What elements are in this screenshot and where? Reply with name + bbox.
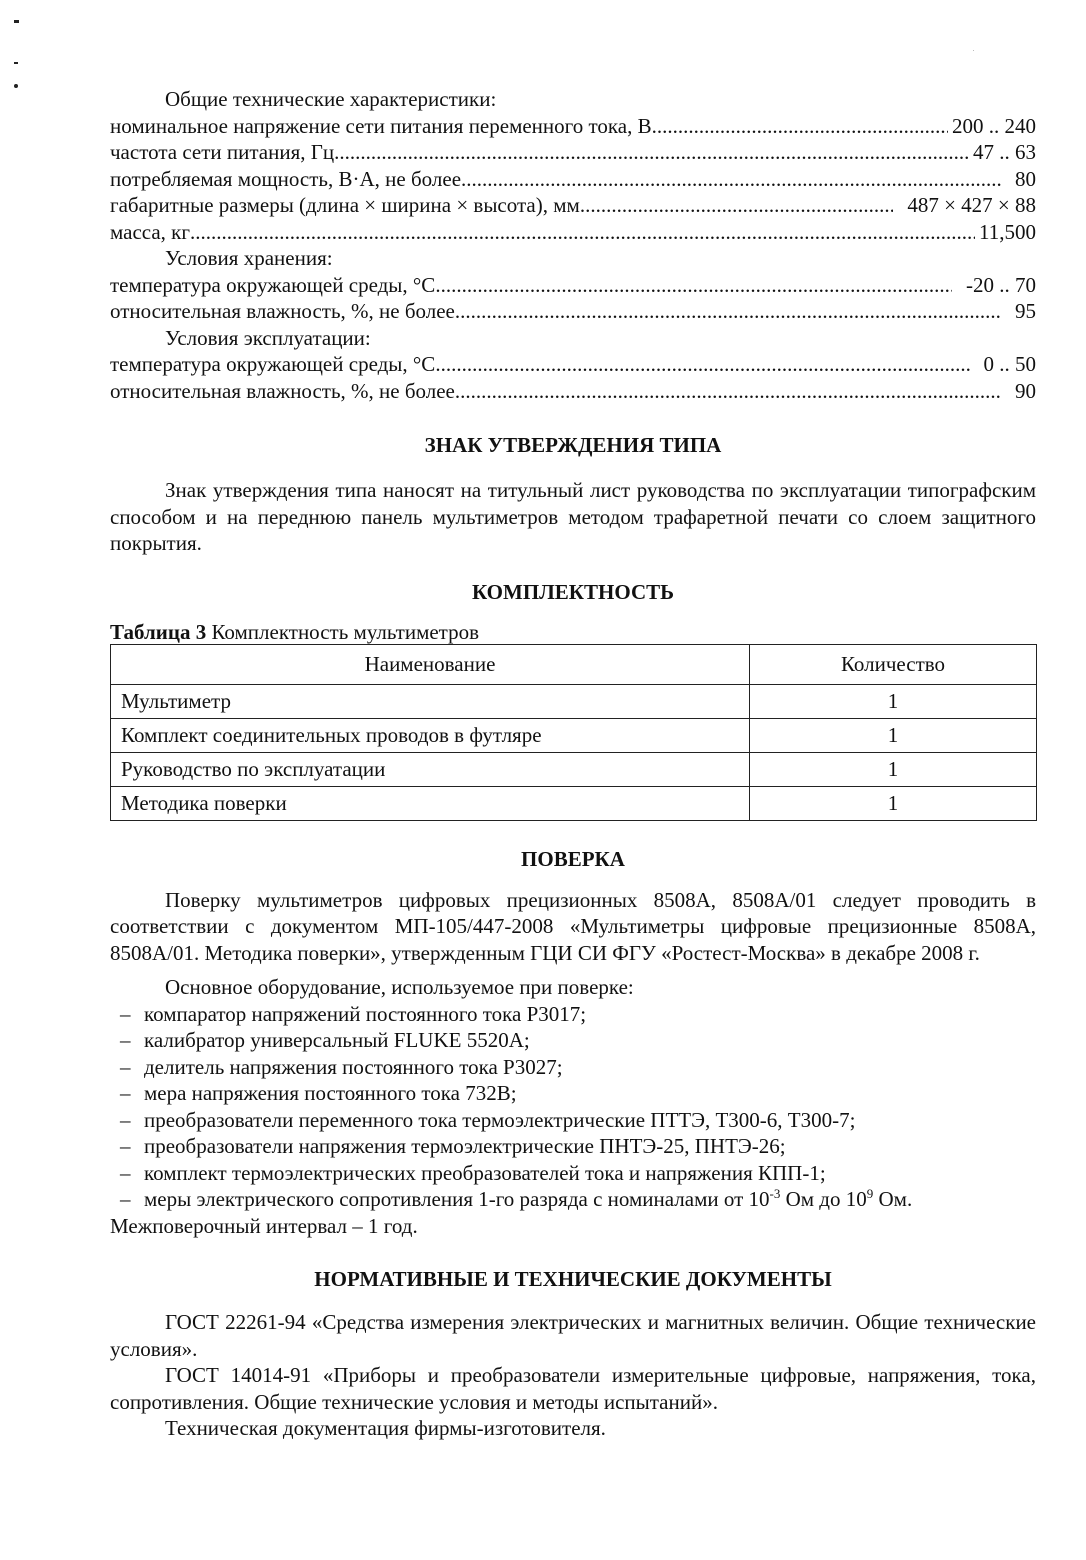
list-item: – комплект термоэлектрических преобразователей тока и напряжения КПП-1; bbox=[120, 1160, 826, 1185]
spec-row: потребляемая мощность, В·А, не более ..... 80 bbox=[110, 166, 1036, 193]
type-mark-text: Знак утверждения типа наносят на титульный лист руководства по эксплуатации типографским способом и на переднюю панель мультиметров методом трафаретной печати со слоем защитного покрытия. bbox=[110, 478, 1036, 555]
spec-row: номинальное напряжение сети питания переменного тока, В ..... 200 .. 240 bbox=[110, 113, 1036, 140]
column-header-name: Наименование bbox=[111, 644, 750, 684]
list-item: – калибратор универсальный FLUKE 5520A; bbox=[120, 1028, 530, 1052]
doc-item: ГОСТ 22261-94 «Средства измерения электрических и магнитных величин. Общие технические условия». bbox=[110, 1310, 1036, 1361]
docs-heading: НОРМАТИВНЫЕ И ТЕХНИЧЕСКИЕ ДОКУМЕНТЫ bbox=[314, 1267, 832, 1291]
list-item: – преобразователи переменного тока термоэлектрические ПТТЭ, Т300-6, Т300-7; bbox=[120, 1107, 856, 1132]
spec-row: габаритные размеры (длина × ширина × высота), мм ..... 487 × 427 × 88 bbox=[110, 192, 1036, 219]
table-row bbox=[111, 684, 1037, 718]
document-page bbox=[110, 86, 1036, 1442]
table-row bbox=[111, 718, 1037, 752]
general-specs-list bbox=[110, 113, 1036, 246]
list-item: – меры электрического сопротивления 1-го разряда с номиналами от $10^{-3}$ Ом до $10^9$ Ом. bbox=[120, 1186, 913, 1211]
column-header-quantity: Количество bbox=[750, 644, 1037, 684]
spec-row: относительная влажность, %, не более ..... 90 bbox=[110, 378, 1036, 405]
type-mark-heading: ЗНАК УТВЕРЖДЕНИЯ ТИПА bbox=[424, 433, 722, 457]
storage-heading: Условия хранения: bbox=[165, 246, 333, 270]
spec-row: масса, кг ..... 11,500 bbox=[110, 219, 1036, 246]
row-name: Комплект соединительных проводов в футляре bbox=[111, 718, 750, 752]
scan-mark-middle bbox=[14, 62, 18, 64]
verification-interval: Межповерочный интервал – 1 год. bbox=[110, 1213, 418, 1238]
completeness-heading: КОМПЛЕКТНОСТЬ bbox=[471, 579, 675, 604]
doc-item: ГОСТ 14014-91 «Приборы и преобразователи измерительные цифровые, напряжения, тока, сопротивления. Общие технические условия и методы испытаний». bbox=[110, 1363, 1036, 1414]
list-item: – компаратор напряжений постоянного тока Р3017; bbox=[120, 1001, 587, 1026]
scan-dot bbox=[973, 50, 974, 51]
spec-row: частота сети питания, Гц ..... 47 .. 63 bbox=[110, 139, 1036, 166]
list-item: – преобразователи напряжения термоэлектрические ПНТЭ-25, ПНТЭ-26; bbox=[120, 1134, 786, 1158]
doc-item: Техническая документация фирмы-изготовителя. bbox=[165, 1416, 606, 1440]
row-name: Мультиметр bbox=[111, 684, 750, 718]
spec-row: относительная влажность, %, не более ..... 95 bbox=[110, 298, 1036, 325]
completeness-table bbox=[110, 644, 1037, 821]
table-caption: Таблица 3 Комплектность мультиметров bbox=[110, 619, 480, 644]
row-quantity: 1 bbox=[750, 752, 1037, 786]
table-row bbox=[111, 786, 1037, 820]
row-name: Методика поверки bbox=[111, 786, 750, 820]
spec-row: температура окружающей среды, °С ..... -20 .. 70 bbox=[110, 272, 1036, 299]
verification-text: Поверку мультиметров цифровых прецизионных 8508A, 8508A/01 следует проводить в соответствии с документом МП-105/447-2008 «Мультиметры цифровые прецизионные 8508A, 8508A/01. Методика поверки», утвержденным ГЦИ СИ ФГУ «Ростест-Москва» в декабре 2008 г. bbox=[110, 887, 1036, 965]
equipment-list bbox=[110, 1001, 1036, 1213]
operation-specs-list bbox=[110, 351, 1036, 404]
row-name: Руководство по эксплуатации bbox=[111, 752, 750, 786]
row-quantity: 1 bbox=[750, 718, 1037, 752]
spec-row: температура окружающей среды, °С ..... 0 .. 50 bbox=[110, 351, 1036, 378]
general-specs-heading: Общие технические характеристики: bbox=[165, 87, 497, 111]
list-item: – мера напряжения постоянного тока 732В; bbox=[120, 1081, 517, 1105]
operation-heading: Условия эксплуатации: bbox=[165, 325, 371, 350]
scan-mark-top bbox=[14, 20, 19, 23]
row-quantity: 1 bbox=[750, 786, 1037, 820]
scan-mark-bottom bbox=[14, 84, 18, 88]
equipment-heading: Основное оборудование, используемое при поверке: bbox=[165, 975, 634, 999]
row-quantity: 1 bbox=[750, 684, 1037, 718]
table-row bbox=[111, 752, 1037, 786]
storage-specs-list bbox=[110, 272, 1036, 325]
table-header-row bbox=[111, 644, 1037, 684]
verification-heading: ПОВЕРКА bbox=[521, 846, 625, 871]
list-item: – делитель напряжения постоянного тока Р3027; bbox=[120, 1054, 563, 1079]
